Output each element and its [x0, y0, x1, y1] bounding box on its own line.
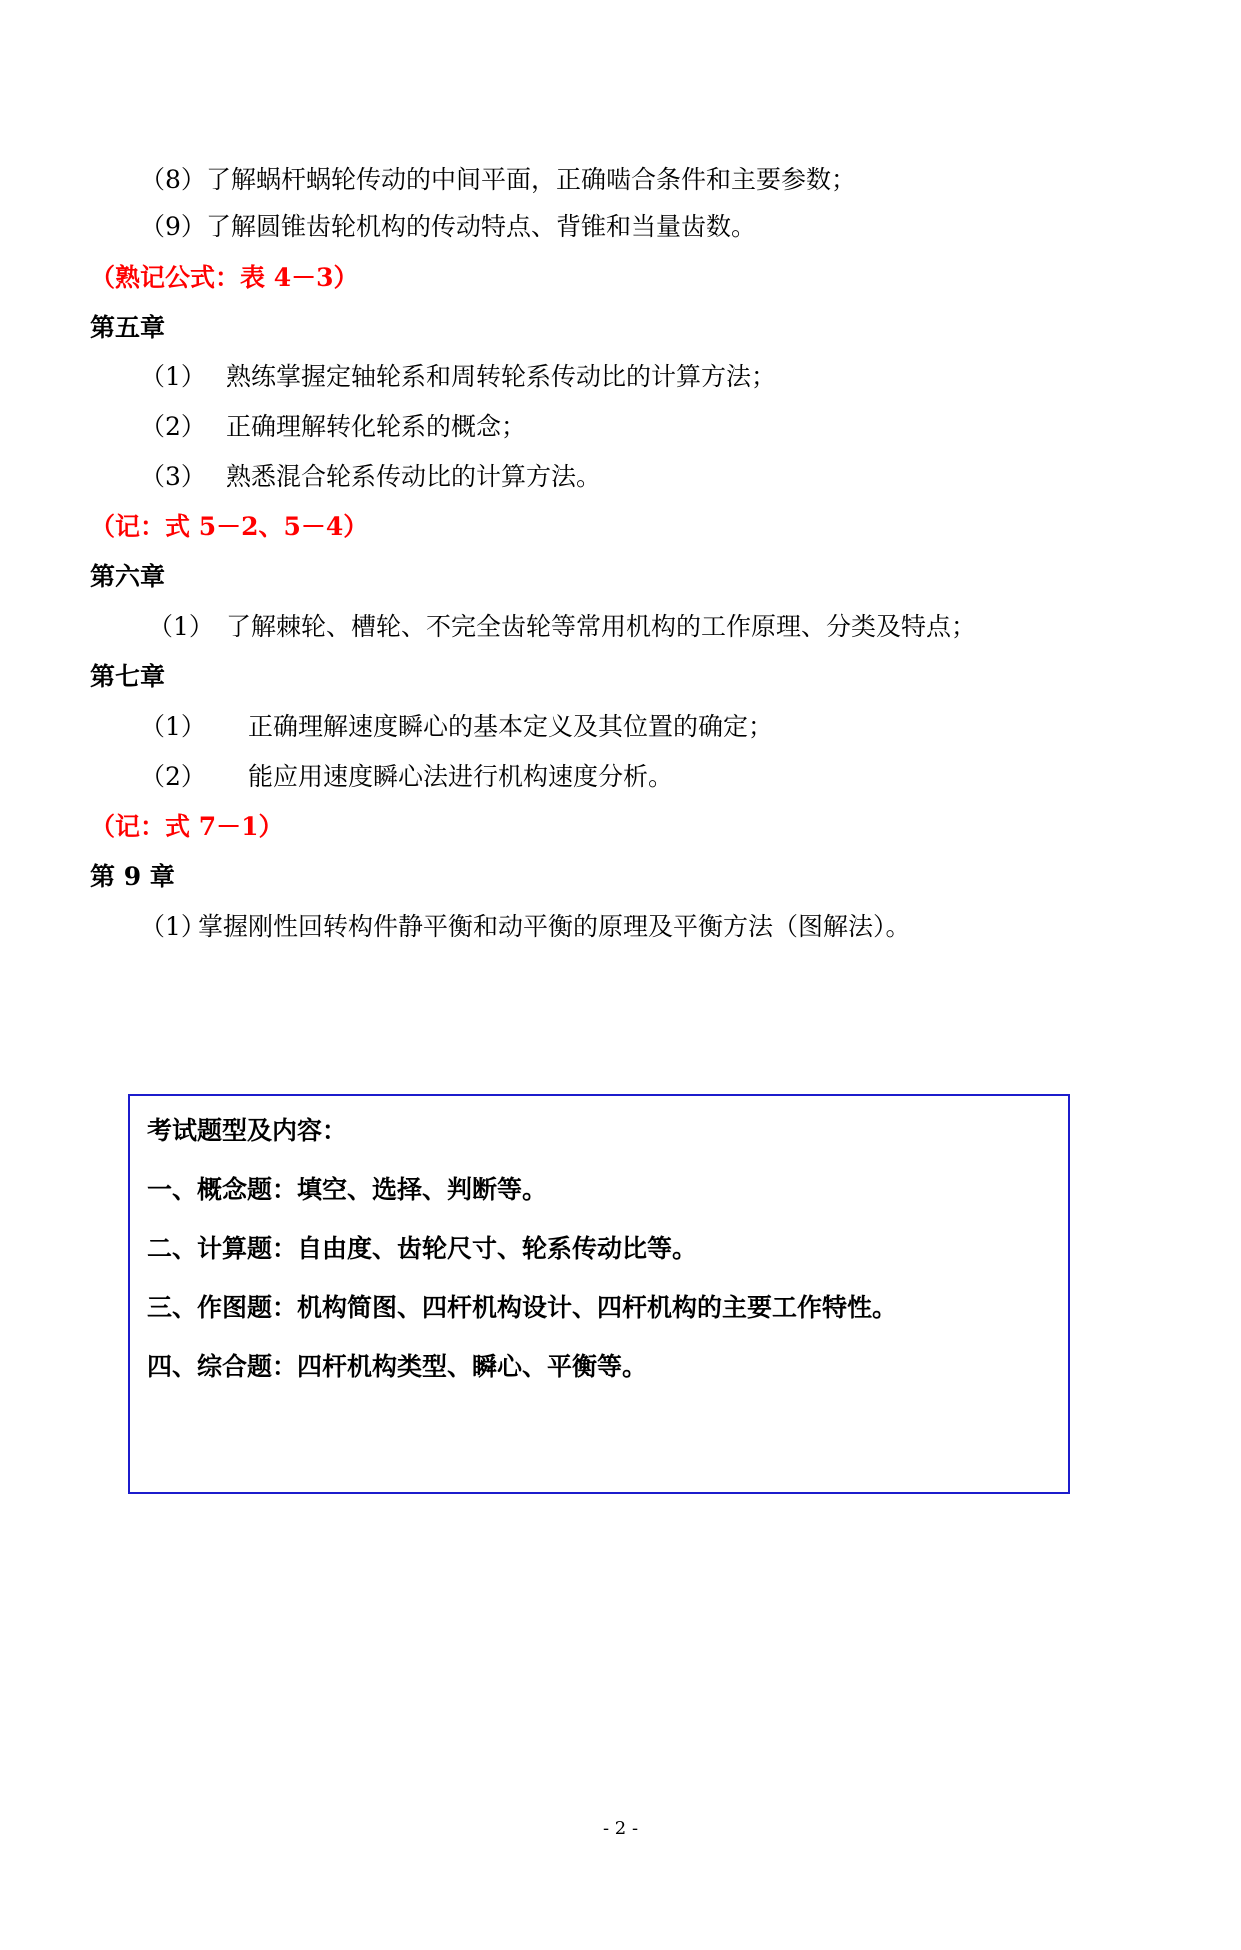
- formula-note: （记：式 5－2、5－4）: [90, 512, 369, 541]
- item-text: 了解棘轮、槽轮、不完全齿轮等常用机构的工作原理、分类及特点；: [226, 612, 977, 641]
- list-item: [140, 361, 776, 393]
- item-number: （3）: [140, 462, 206, 491]
- list-item: [140, 461, 601, 493]
- chapter-heading: 第五章: [90, 313, 166, 342]
- item-text: 了解圆锥齿轮机构的传动特点、背锥和当量齿数。: [206, 212, 757, 241]
- item-text: 熟悉混合轮系传动比的计算方法。: [226, 462, 602, 491]
- formula-note: （记：式 7－1）: [90, 812, 284, 841]
- item-text: 能应用速度瞬心法进行机构速度分析。: [248, 762, 674, 791]
- exam-line: 四、综合题：四杆机构类型、瞬心、平衡等。: [147, 1352, 648, 1381]
- item-number: （2）: [140, 412, 206, 441]
- item-text: 正确理解速度瞬心的基本定义及其位置的确定；: [248, 712, 774, 741]
- exam-box-title: 考试题型及内容：: [147, 1116, 348, 1145]
- list-item: [140, 761, 673, 793]
- list-item: [140, 411, 526, 443]
- item-number: （1）: [140, 912, 206, 941]
- list-item: [140, 211, 756, 243]
- list-item: [148, 611, 976, 643]
- list-item: [140, 711, 773, 743]
- exam-line: 一、概念题：填空、选择、判断等。: [147, 1175, 548, 1204]
- item-text: 熟练掌握定轴轮系和周转轮系传动比的计算方法；: [226, 362, 777, 391]
- chapter-heading: 第 9 章: [90, 862, 175, 891]
- item-text: 正确理解转化轮系的概念；: [226, 412, 527, 441]
- page-number: - 2 -: [602, 1818, 639, 1839]
- chapter-heading: 第七章: [90, 662, 166, 691]
- formula-note: （熟记公式：表 4－3）: [90, 263, 359, 292]
- item-number: （2）: [140, 762, 206, 791]
- chapter-heading: 第六章: [90, 562, 166, 591]
- list-item: [140, 911, 911, 943]
- item-number: （1）: [140, 362, 206, 391]
- item-text: 了解蜗杆蜗轮传动的中间平面，正确啮合条件和主要参数；: [206, 165, 857, 194]
- item-number: （9）: [140, 212, 206, 241]
- exam-line: 三、作图题：机构简图、四杆机构设计、四杆机构的主要工作特性。: [147, 1293, 898, 1322]
- item-number: （1）: [148, 612, 214, 641]
- item-text: 掌握刚性回转构件静平衡和动平衡的原理及平衡方法（图解法）。: [198, 912, 911, 941]
- item-number: （8）: [140, 165, 206, 194]
- list-item: [140, 164, 856, 196]
- exam-info-box: [128, 1094, 1070, 1494]
- exam-line: 二、计算题：自由度、齿轮尺寸、轮系传动比等。: [147, 1234, 698, 1263]
- item-number: （1）: [140, 712, 206, 741]
